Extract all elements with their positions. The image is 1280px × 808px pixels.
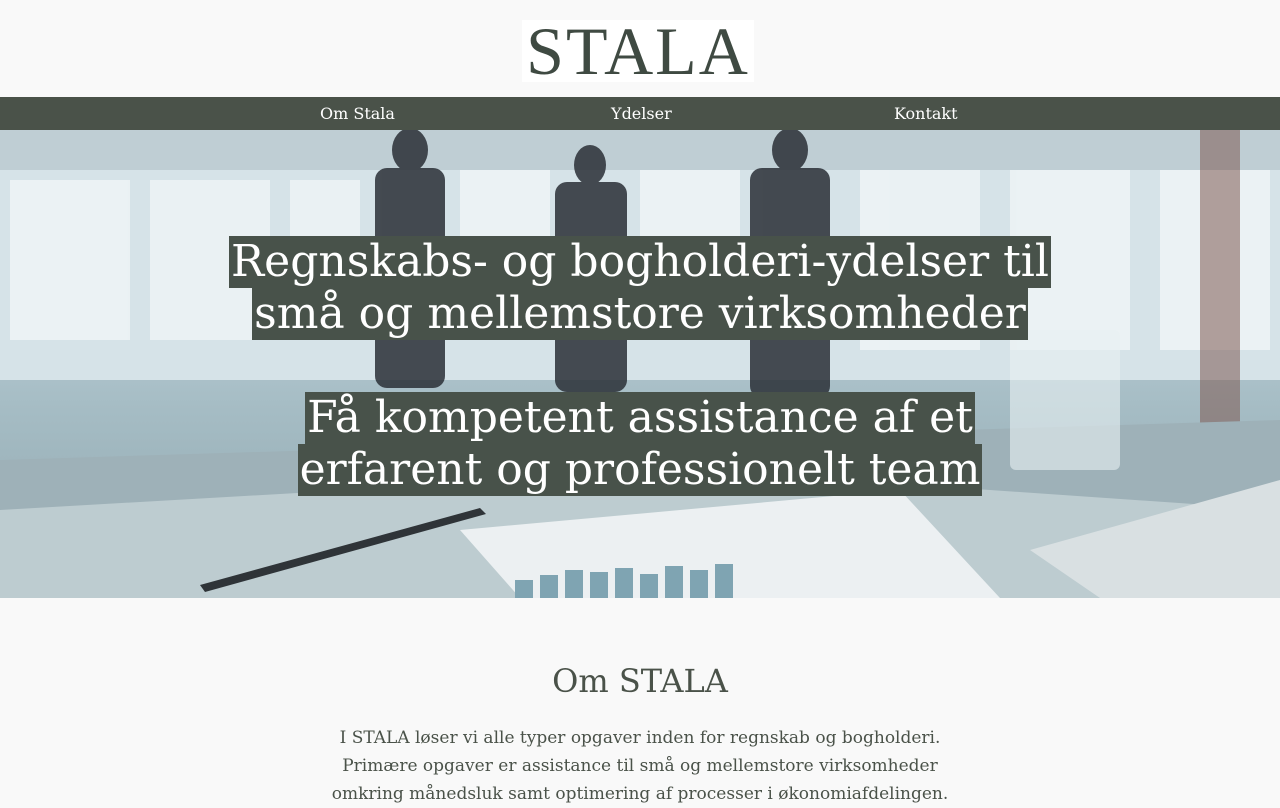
stala-logo[interactable] — [522, 20, 754, 82]
hero-subheading-line-1: Få kompetent assistance af et — [307, 392, 973, 443]
nav-item-kontakt[interactable]: Kontakt — [894, 104, 958, 123]
hero-heading — [0, 236, 1280, 340]
hero-heading-line-2: små og mellemstore virksomheder — [254, 288, 1026, 339]
nav-item-om-stala[interactable]: Om Stala — [320, 104, 395, 123]
nav-item-ydelser[interactable]: Ydelser — [611, 104, 672, 123]
hero-background-image — [0, 130, 1280, 598]
hero-banner — [0, 130, 1280, 598]
site-header — [0, 0, 1280, 97]
hero-heading-line-1: Regnskabs- og bogholderi-ydelser til — [231, 236, 1049, 287]
hero-subheading-line-2: erfarent og professionelt team — [299, 444, 981, 495]
logo-text: STALA — [526, 20, 750, 82]
about-body-line-2: Primære opgaver er assistance til små og mellemstore virksomheder — [342, 756, 938, 776]
about-section-title: Om STALA — [552, 662, 728, 700]
about-body-line-3: omkring månedsluk samt optimering af processer i økonomiafdelingen. — [331, 784, 949, 804]
about-body-line-1: I STALA løser vi alle typer opgaver inden for regnskab og bogholderi. — [339, 728, 941, 748]
hero-subheading — [0, 392, 1280, 496]
main-navigation — [0, 97, 1280, 130]
about-section-body — [0, 724, 1280, 808]
